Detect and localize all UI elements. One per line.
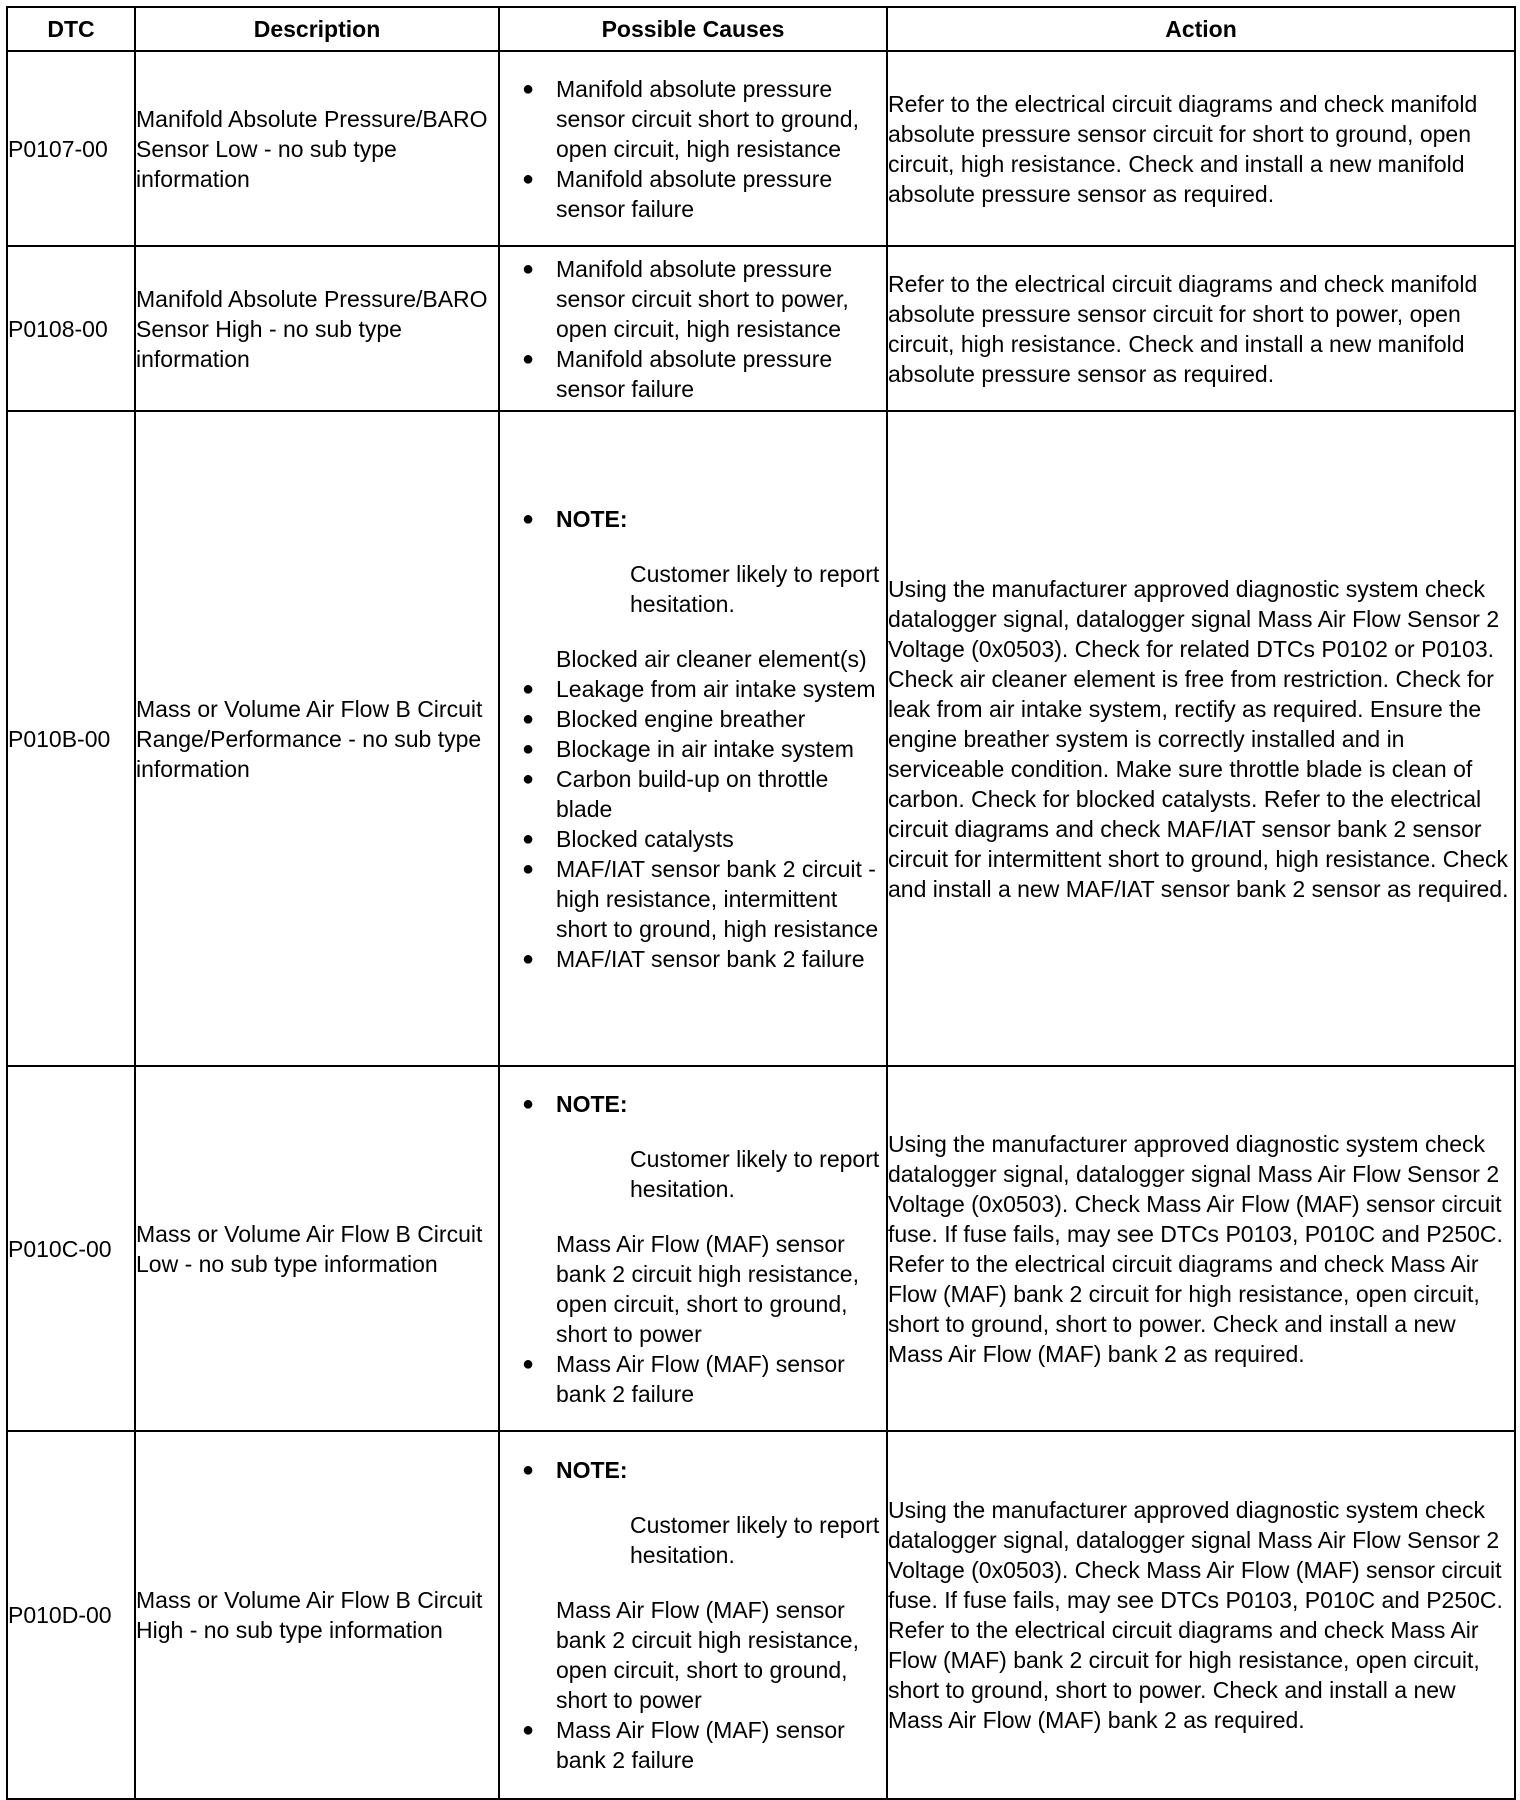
table-row — [7, 246, 1515, 411]
cause-item: ● Leakage from air intake system — [500, 674, 886, 704]
causes-list — [500, 74, 886, 224]
table-row — [7, 51, 1515, 246]
causes-list — [500, 1089, 886, 1409]
cause-item: ● Blocked engine breather — [500, 704, 886, 734]
header-action: Action — [887, 7, 1515, 51]
header-description: Description — [135, 7, 499, 51]
dtc-table — [6, 6, 1516, 1800]
dtc-description: Mass or Volume Air Flow B Circuit High - no sub type information — [135, 1431, 499, 1799]
note-text: Customer likely to report hesitation. — [630, 1145, 880, 1202]
cause-item: ● Blocked catalysts — [500, 824, 886, 854]
possible-causes-cell — [499, 411, 887, 1066]
dtc-code: P010C-00 — [7, 1066, 135, 1431]
causes-list — [500, 1455, 886, 1775]
table-body — [7, 51, 1515, 1799]
action-text: Using the manufacturer approved diagnostic system check datalogger signal, datalogger signal Mass Air Flow Sensor 2 Voltage (0x0503). Check Mass Air Flow (MAF) sensor circuit fuse. If fuse fails, may see DTCs P0103, P010C and P250C. Refer to the electrical circuit diagrams and check Mass Air Flow (MAF) bank 2 circuit for high resistance, open circuit, short to ground, short to power. Check and install a new Mass Air Flow (MAF) bank 2 as required. — [887, 1066, 1515, 1431]
note-text: Customer likely to report hesitation. — [630, 560, 880, 617]
dtc-code: P010B-00 — [7, 411, 135, 1066]
action-text: Using the manufacturer approved diagnostic system check datalogger signal, datalogger signal Mass Air Flow Sensor 2 Voltage (0x0503). Check for related DTCs P0102 or P0103. Check air cleaner element is free from restriction. Check for leak from air intake system, rectify as required. Ensure the engine breather system is correctly installed and in serviceable condition. Make sure throttle blade is clean of carbon. Check for blocked catalysts. Refer to the electrical circuit diagrams and check MAF/IAT sensor bank 2 sensor circuit for intermittent short to ground, high resistance. Check and install a new MAF/IAT sensor bank 2 sensor as required. — [887, 411, 1515, 1066]
cause-item: ● MAF/IAT sensor bank 2 failure — [500, 944, 886, 974]
action-text: Refer to the electrical circuit diagrams and check manifold absolute pressure sensor circuit for short to power, open circuit, high resistance. Check and install a new manifold absolute pressure sensor as required. — [887, 246, 1515, 411]
cause-item: ● MAF/IAT sensor bank 2 circuit - high resistance, intermittent short to ground, high resistance — [500, 854, 886, 944]
dtc-description: Mass or Volume Air Flow B Circuit Range/Performance - no sub type information — [135, 411, 499, 1066]
table-row — [7, 1066, 1515, 1431]
possible-causes-cell — [499, 51, 887, 246]
header-dtc: DTC — [7, 7, 135, 51]
dtc-code: P010D-00 — [7, 1431, 135, 1799]
cause-item: Mass Air Flow (MAF) sensor bank 2 circuit high resistance, open circuit, short to ground, short to power — [556, 1597, 859, 1713]
dtc-code: P0108-00 — [7, 246, 135, 411]
cause-item: ● Manifold absolute pressure sensor failure — [500, 164, 886, 224]
causes-list — [500, 254, 886, 404]
possible-causes-cell — [499, 1431, 887, 1799]
note-label: ● NOTE: — [500, 1455, 886, 1485]
cause-item: ● Manifold absolute pressure sensor failure — [500, 344, 886, 404]
dtc-description: Manifold Absolute Pressure/BARO Sensor High - no sub type information — [135, 246, 499, 411]
table-header — [7, 7, 1515, 51]
action-text: Using the manufacturer approved diagnostic system check datalogger signal, datalogger signal Mass Air Flow Sensor 2 Voltage (0x0503). Check Mass Air Flow (MAF) sensor circuit fuse. If fuse fails, may see DTCs P0103, P010C and P250C. Refer to the electrical circuit diagrams and check Mass Air Flow (MAF) bank 2 circuit for high resistance, open circuit, short to ground, short to power. Check and install a new Mass Air Flow (MAF) bank 2 as required. — [887, 1431, 1515, 1799]
table-row — [7, 1431, 1515, 1799]
header-row — [7, 7, 1515, 51]
table-row — [7, 411, 1515, 1066]
note-label: ● NOTE: — [500, 504, 886, 534]
cause-item: ● Manifold absolute pressure sensor circuit short to power, open circuit, high resistance — [500, 254, 886, 344]
action-text: Refer to the electrical circuit diagrams and check manifold absolute pressure sensor circuit for short to ground, open circuit, high resistance. Check and install a new manifold absolute pressure sensor as required. — [887, 51, 1515, 246]
causes-list — [500, 504, 886, 974]
cause-item: ● Mass Air Flow (MAF) sensor bank 2 failure — [500, 1349, 886, 1409]
note-text: Customer likely to report hesitation. — [630, 1512, 880, 1568]
note-label: ● NOTE: — [500, 1089, 886, 1119]
possible-causes-cell — [499, 246, 887, 411]
cause-item: ● Carbon build-up on throttle blade — [500, 764, 886, 824]
dtc-code: P0107-00 — [7, 51, 135, 246]
cause-item: ● Manifold absolute pressure sensor circuit short to ground, open circuit, high resistance — [500, 74, 886, 164]
header-possible-causes: Possible Causes — [499, 7, 887, 51]
cause-item: ● Mass Air Flow (MAF) sensor bank 2 failure — [500, 1715, 886, 1775]
cause-item: Blocked air cleaner element(s) — [556, 645, 867, 672]
cause-item: Mass Air Flow (MAF) sensor bank 2 circuit high resistance, open circuit, short to ground, short to power — [556, 1230, 859, 1347]
dtc-description: Mass or Volume Air Flow B Circuit Low - no sub type information — [135, 1066, 499, 1431]
dtc-description: Manifold Absolute Pressure/BARO Sensor Low - no sub type information — [135, 51, 499, 246]
cause-item: ● Blockage in air intake system — [500, 734, 886, 764]
possible-causes-cell — [499, 1066, 887, 1431]
